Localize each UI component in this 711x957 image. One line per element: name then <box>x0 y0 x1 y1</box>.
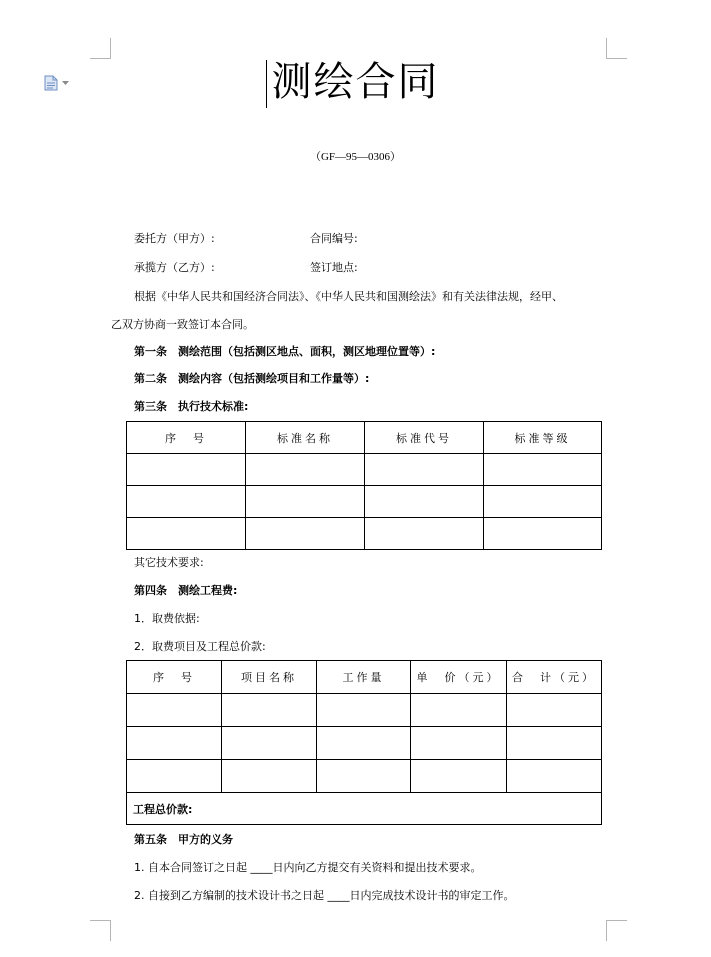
article-2: 第二条 测绘内容（包括测绘项目和工作量等）: <box>134 372 370 385</box>
document-title[interactable]: 测绘合同 <box>271 59 440 105</box>
standards-header-cell: 标准等级 <box>484 422 602 454</box>
article-4: 第四条 测绘工程费: <box>134 584 238 597</box>
intro-line-2: 乙双方协商一致签订本合同。 <box>111 318 254 331</box>
intro-line-1: 根据《中华人民共和国经济合同法》、《中华人民共和国测绘法》和有关法律法规，经甲、 <box>134 290 563 303</box>
page-corner-bottom-right <box>606 920 627 941</box>
standards-header-cell: 序 号 <box>127 422 246 454</box>
table-row <box>127 486 602 518</box>
fee-item-2: 2．取费项目及工程总价款: <box>134 640 266 653</box>
standards-table-header <box>127 422 602 454</box>
table-cell[interactable] <box>127 760 222 793</box>
table-cell[interactable] <box>507 694 602 727</box>
article-5: 第五条 甲方的义务 <box>134 833 233 846</box>
table-cell[interactable] <box>317 694 411 727</box>
total-price-row <box>127 793 602 825</box>
fee-header-cell: 序 号 <box>127 661 222 694</box>
table-cell[interactable] <box>484 486 602 518</box>
duty-2: 2. 自接到乙方编制的技术设计书之日起 ____日内完成技术设计书的审定工作。 <box>134 889 515 902</box>
table-cell[interactable] <box>127 727 222 760</box>
table-cell[interactable] <box>127 518 246 550</box>
fee-header-cell: 单 价（元） <box>411 661 507 694</box>
table-cell[interactable] <box>246 486 365 518</box>
table-cell[interactable] <box>507 727 602 760</box>
fee-header-cell: 工作量 <box>317 661 411 694</box>
table-cell[interactable] <box>507 760 602 793</box>
table-cell[interactable] <box>246 518 365 550</box>
table-cell[interactable] <box>222 694 317 727</box>
client-label: 委托方（甲方）: <box>134 232 215 245</box>
total-price-label[interactable]: 工程总价款: <box>127 793 602 825</box>
standards-header-cell: 标准代号 <box>365 422 484 454</box>
fee-item-1: 1．取费依据: <box>134 612 200 625</box>
table-cell[interactable] <box>365 486 484 518</box>
table-cell[interactable] <box>411 727 507 760</box>
table-cell[interactable] <box>246 454 365 486</box>
table-cell[interactable] <box>222 760 317 793</box>
table-cell[interactable] <box>484 454 602 486</box>
table-cell[interactable] <box>127 694 222 727</box>
table-cell[interactable] <box>365 454 484 486</box>
fee-table-header <box>127 661 602 694</box>
table-cell[interactable] <box>222 727 317 760</box>
page-corner-bottom-left <box>90 920 111 941</box>
standards-table <box>126 421 602 550</box>
table-row <box>127 694 602 727</box>
fee-header-cell: 项目名称 <box>222 661 317 694</box>
article-1: 第一条 测绘范围（包括测区地点、面积，测区地理位置等）: <box>134 345 436 358</box>
article-3: 第三条 执行技术标准: <box>134 400 249 413</box>
table-cell[interactable] <box>317 760 411 793</box>
fee-header-cell: 合 计（元） <box>507 661 602 694</box>
document-code: （GF—95—0306） <box>309 151 402 163</box>
other-requirements: 其它技术要求: <box>134 556 204 569</box>
table-row <box>127 454 602 486</box>
duty-1: 1. 自本合同签订之日起 ____日内向乙方提交有关资料和提出技术要求。 <box>134 861 482 874</box>
fee-table <box>126 660 602 825</box>
table-row <box>127 518 602 550</box>
contractor-label: 承揽方（乙方）: <box>134 261 215 274</box>
table-cell[interactable] <box>484 518 602 550</box>
table-cell[interactable] <box>411 694 507 727</box>
table-cell[interactable] <box>365 518 484 550</box>
contract-no-label: 合同编号: <box>310 232 358 245</box>
sign-place-label: 签订地点: <box>310 261 358 274</box>
table-cell[interactable] <box>411 760 507 793</box>
table-cell[interactable] <box>127 454 246 486</box>
table-cell[interactable] <box>127 486 246 518</box>
standards-header-cell: 标准名称 <box>246 422 365 454</box>
table-row <box>127 727 602 760</box>
table-row <box>127 760 602 793</box>
table-cell[interactable] <box>317 727 411 760</box>
